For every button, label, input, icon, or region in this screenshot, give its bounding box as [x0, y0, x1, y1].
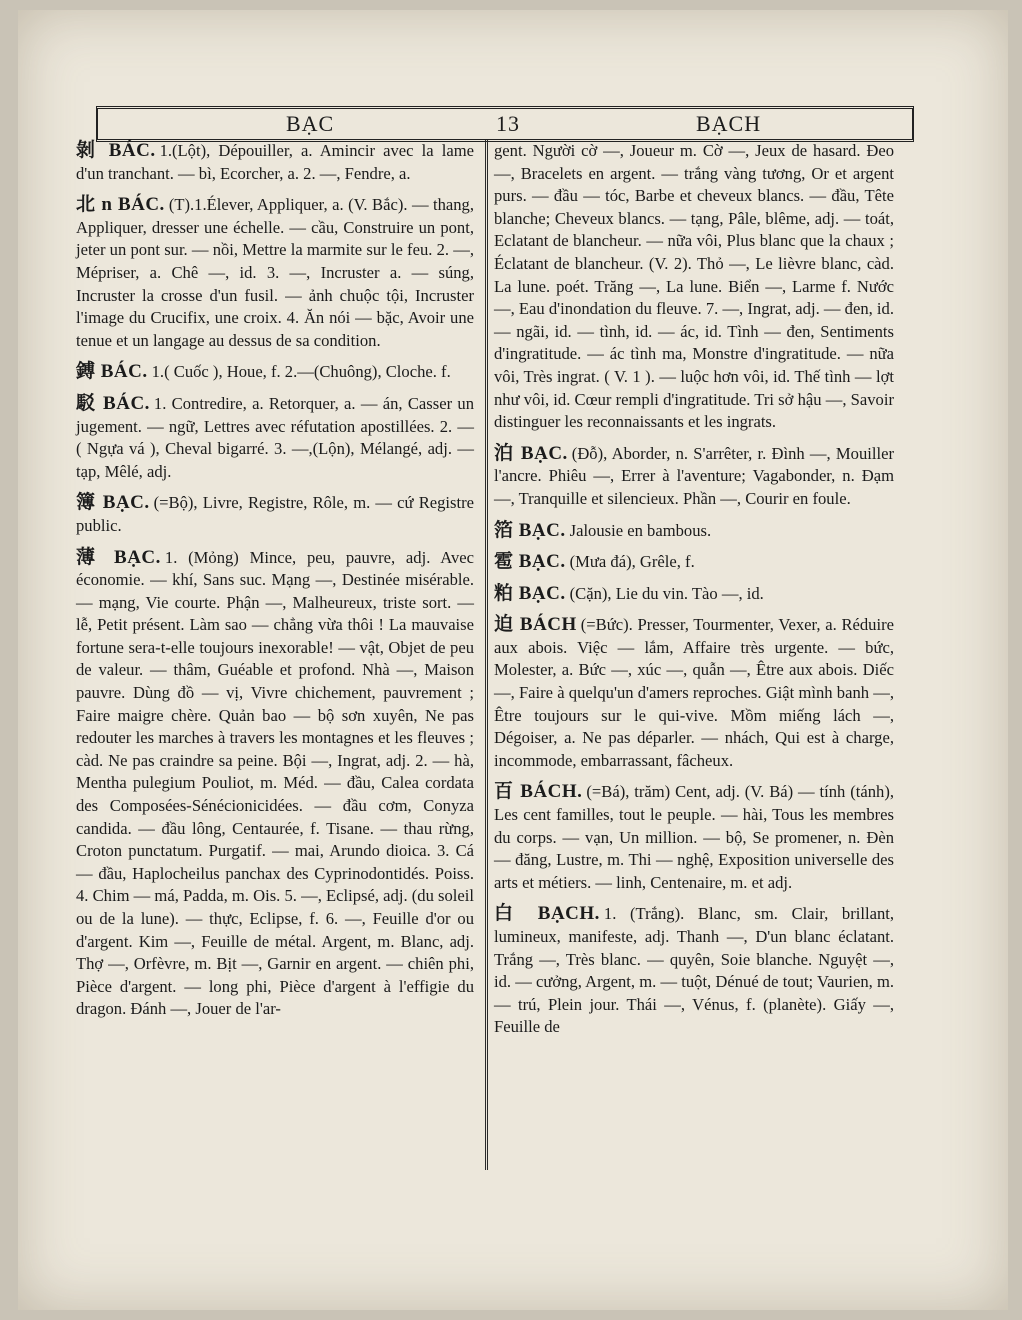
dictionary-entry	[494, 520, 894, 543]
entry-headword: 北 n BÁC.	[76, 194, 165, 216]
column-divider	[485, 140, 488, 1170]
entry-headword: 剝 BÁC.	[76, 140, 156, 161]
entry-headword: 粕 BẠC.	[494, 582, 566, 604]
entry-headword: 百 BÁCH.	[494, 781, 583, 803]
entry-definition: (Đỗ), Aborder, n. S'arrêter, r. Đình —, Mouiller l'ancre. Phiêu —, Errer à l'aventure; Vagabonder, n. Đạm —, Tranquille et silencieux. Phần —, Courir en foule.	[494, 443, 894, 508]
entry-headword: 泊 BẠC.	[494, 442, 568, 464]
dictionary-entry	[76, 194, 474, 352]
entry-headword: 駁 BÁC.	[76, 392, 150, 414]
dictionary-entry	[494, 781, 894, 894]
entry-headword: 箔 BẠC.	[494, 519, 566, 541]
entry-definition: (Mưa đá), Grêle, f.	[569, 552, 695, 572]
entry-headword: 簿 BẠC.	[76, 492, 150, 514]
page-number: 13	[496, 111, 520, 136]
dictionary-entry	[494, 551, 894, 574]
right-column	[494, 140, 894, 1048]
entry-definition: Jalousie en bambous.	[569, 520, 712, 540]
entry-headword: 薄 BẠC.	[76, 546, 161, 568]
entry-definition: (=Bộ), Livre, Registre, Rôle, m. — cứ Registre public.	[76, 493, 474, 535]
entry-definition: 1. Contredire, a. Retorquer, a. — án, Casser un jugement. — ngữ, Lettres avec réfutation apostillées. 2. — ( Ngựa vá ), Cheval bigarré. 3. —,(Lộn), Mélangé, adj. — tạp, Mêlé, adj.	[76, 393, 474, 481]
entry-headword: 鎛 BÁC.	[76, 361, 148, 383]
left-column	[76, 140, 474, 1030]
header-left-guideword: BẠC	[286, 111, 335, 136]
entry-headword: 白 BẠCH.	[494, 903, 600, 925]
dictionary-entry	[76, 547, 474, 1021]
dictionary-entry	[494, 583, 894, 606]
dictionary-entry	[76, 140, 474, 185]
dictionary-entry	[76, 393, 474, 483]
dictionary-entry	[76, 492, 474, 537]
entry-definition: (Cặn), Lie du vin. Tào —, id.	[569, 583, 764, 603]
entry-headword: 迫 BÁCH	[494, 614, 577, 636]
entry-definition: (=Bá), trăm) Cent, adj. (V. Bá) — tính (tánh), Les cent familles, tout le peuple. — hài, Tous les membres du corps. — vạn, Un million. — bộ, Se promener, n. Đèn — đăng, Lustre, m. Thi — nghệ, Exposition universelle des arts et métiers. — linh, Centenaire, m. et adj.	[494, 782, 894, 892]
entry-definition: (T).1.Élever, Appliquer, a. (V. Bắc). — thang, Appliquer, dresser une échelle. — cầu, Construire un pont, jeter un pont sur. — nồi, Mettre la marmite sur le feu. 2. —, Mépriser, a. Chê —, id. 3. —, Incruster a. — súng, Incruster la crosse d'un fusil. — ảnh chuộc tội, Incruster l'image du Crucifix, une croix. 4. Ăn nói — bặc, Avoir une tenue et un langage au dessus de sa condition.	[76, 195, 474, 350]
entry-definition: 1.( Cuốc ), Houe, f. 2.—(Chuông), Cloche. f.	[151, 362, 451, 382]
dictionary-entry	[494, 614, 894, 772]
entry-definition: 1.(Lột), Dépouiller, a. Amincir avec la lame d'un tranchant. — bì, Ecorcher, a. 2. —, Fendre, a.	[76, 141, 474, 183]
running-header	[96, 106, 914, 142]
entry-definition: 1. (Mỏng) Mince, peu, pauvre, adj. Avec économie. — khí, Sans suc. Mạng —, Destinée misérable. — mạng, Vie courte. Phận —, Malheureux, triste sort. — lễ, Petit présent. Làm sao — chẳng vừa thôi ! La mauvaise fortune sera-t-elle toujours inexorable! — vật, Objet de peu de valeur. — thâm, Guéable et profond. Nhà —, Maison pauvre. Dùng đồ — vị, Vivre chichement, pauvrement ; Faire maigre chère. Quản bao — bộ sơn xuyên, Ne pas redouter les marches à travers les montagnes et les fleuves ; càd. Ne pas craindre sa peine. Bội —, Ingrat, adj. 2. — hà, Mentha pulegium Pouliot, m. Méd. — đầu, Calea cordata des Composées-Sénécionicidées. — đầu cơm, Conyza candida. — đầu lông, Centaurée, f. Tisane. — thau rừng, Croton punctatum. Purgatif. — mai, Arundo dioica. 3. Cá — đầu, Haplocheilus panchax des Cyprinodontidés. Poiss. 4. Chim — má, Padda, m. Ois. 5. —, Eclipsé, adj. (du soleil ou de la lune). — thực, Eclipse, f. 6. —, Feuille d'or ou d'argent. Kim —, Feuille de métal. Argent, m. Blanc, adj. Thợ —, Orfèvre, m. Bịt —, Garnir en argent. — chiên phi, Pièce d'argent. — long phi, Pièce d'argent à l'effigie du dragon. Đánh —, Jouer de l'ar-	[76, 547, 474, 1019]
entry-definition: (=Bức). Presser, Tourmenter, Vexer, a. Réduire aux abois. Việc — lắm, Affaire très urgente. — bức, Molester, a. Bức —, xúc —, quẫn —, Être aux abois. Diếc —, Faire à quelqu'un d'amers reproches. Giật mình banh —, Être toujours sur le qui-vive. Mồm miếng lách —, Dégoiser, a. Ne pas déparler. — nhách, Qui est à charge, incommode, embarrassant, fâcheux.	[494, 615, 894, 770]
dictionary-entry	[494, 443, 894, 511]
dictionary-entry	[76, 361, 474, 384]
header-right-guideword: BẠCH	[696, 111, 762, 136]
entry-definition: 1. (Trắng). Blanc, sm. Clair, brillant, lumineux, manifeste, adj. Thanh —, D'un blanc éclatant. Trắng —, Très blanc. — quyên, Soie blanche. Nguyệt —, id. — cưởng, Argent, m. — tuột, Dénué de tout; Vaurien, m. — trú, Plein jour. Thái —, Vénus, f. (planète). Giấy —, Feuille de	[494, 904, 894, 1037]
continued-entry-text: gent. Người cờ —, Joueur m. Cờ —, Jeux de hasard. Đeo —, Bracelets en argent. — trắng vàng tương, Or et argent purs. — đầu — tóc, Barbe et cheveux blancs. — đầu, Tête blanche; Cheveux blancs. — tạng, Pâle, blême, adj. — toát, Eclatant de blancheur. — nữa vôi, Plus blanc que la chaux ; Éclatant de blancheur. (V. 2). Thỏ —, Le lièvre blanc, càd. La lune. poét. Trăng —, La lune. Biển —, Larme f. Nước —, Eau d'inondation du fleuve. 7. —, Ingrat, adj. — đen, id. — ngãi, id. — tình, id. — ác, id. Tình — đen, Sentiments d'ingratitude. — ác tình ma, Monstre d'ingratitude. — nữa vôi, Très ingrat. ( V. 1 ). — luộc hơn vôi, id. Thế tình — lợt như vôi, id. Cœur rempli d'ingratitude. Tri sở hậu —, Savoir distinguer les reconnaissants et les ingrats.	[494, 141, 894, 432]
entry-headword: 雹 BẠC.	[494, 551, 566, 573]
dictionary-entry	[494, 903, 894, 1039]
